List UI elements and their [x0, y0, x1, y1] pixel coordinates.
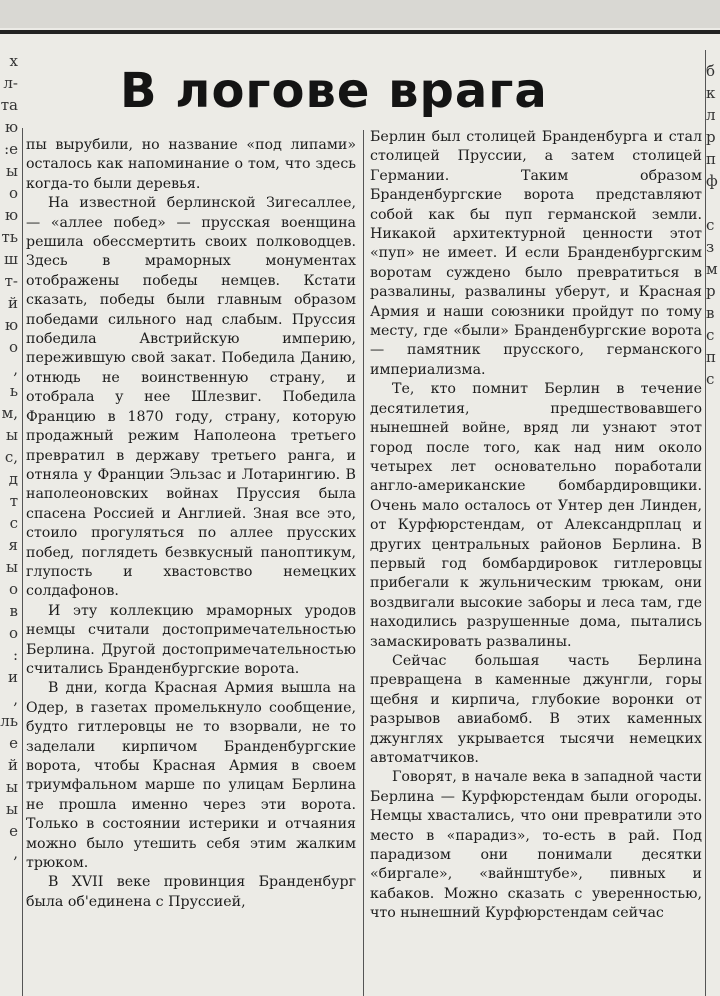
column-divider-right: [705, 50, 706, 996]
top-rule: [0, 30, 720, 34]
paragraph: пы вырубили, но название «под липами» осталось как напоминание о том, что здесь когда-то были деревья.: [26, 137, 356, 192]
paragraph: На известной берлинской Зигесаллее, — «аллее побед» — прусская военщина решила обессмертить своих полководцев. Здесь в мраморных монументах отображены победы немцев. Кстати сказать, победы были главным образом победами сильного над слабым. Пруссия победила Австрийскую империю, пережившую свой закат. Победила Данию, отнюдь не воинственную страну, и отобрала у нее Шлезвиг. Победила Францию в 1870 году, страну, которую продажный режим Наполеона третьего превратил в державу третьего ранга, и отняла у Франции Эльзас и Лотарингию. В наполеоновских войнах Пруссия была спасена Россией и Англией. Зная все это, стоило прогуляться по аллее прусских побед, поглядеть безвкусный паноптикум, глупость и хвастовство немецких солдафонов.: [26, 195, 356, 600]
paragraph: И эту коллекцию мраморных уродов немцы считали достопримечательностью Берлина. Другой достопримечательностью считались Бранденбургские ворота.: [26, 602, 356, 677]
article-headline: В логове врага: [120, 63, 548, 119]
article-column-left: [26, 136, 356, 912]
article-column-right: [370, 128, 702, 924]
paragraph: Говорят, в начале века в западной части Берлина — Курфюрстендам были огороды. Немцы хвастались, что они превратили это место в «парадиз», то-есть в рай. Под парадизом они понимали десятки «биргале», «вайнштубе», пивных и кабаков. Можно сказать с уверенностью, что нынешний Курфюрстендам сейчас: [370, 769, 702, 922]
paragraph: В дни, когда Красная Армия вышла на Одер, в газетах промелькнуло сообщение, будто гитлеровцы не то взорвали, не то заделали кирпичом Бранденбургские ворота, чтобы Красная Армия в своем триумфальном марше по улицам Берлина не прошла именно через эти ворота. Только в состоянии истерики и отчаяния можно было утешить себя этим жалким трюком.: [26, 680, 356, 872]
column-divider-left: [22, 128, 23, 996]
paragraph: Сейчас большая часть Берлина превращена в каменные джунгли, горы щебня и кирпича, глубокие воронки от разрывов авиабомб. В этих каменных джунглях укрывается тысячи немецких автоматчиков.: [370, 652, 702, 766]
paragraph: Те, кто помнит Берлин в течение десятилетия, предшествовавшего нынешней войне, вряд ли узнают этот город после того, как над ним около четырех лет основательно поработали англо-американские бомбардировщики. Очень мало осталось от Унтер ден Линден, от Курфюрстендам, от Александрплац и других центральных районов Берлина. В первый год бомбардировок гитлеровцы прибегали к жульническим трюкам, они воздвигали высокие заборы и леса там, где находились разрушенные дома, пытались замаскировать развалины.: [370, 381, 702, 650]
paragraph: Берлин был столицей Бранденбурга и стал столицей Пруссии, а затем столицей Германии. Таким образом Бранденбургские ворота представляют собой как бы пуп германской земли. Никакой архитектурной ценности этот «пуп» не имеет. И если Бранденбургским воротам суждено было превратиться в развалины, развалины уберут, и Красная Армия и наши союзники пройдут по тому месту, где «были» Бранденбургские ворота — памятник прусского, германского империализма.: [370, 129, 702, 378]
paragraph: В XVII веке провинция Бранденбург была об'единена с Пруссией,: [26, 874, 356, 910]
right-gutter-fragments: б к л р п ф с з м р в с п с: [706, 62, 718, 388]
left-gutter-fragments: х л- та ю :е ы о ю ть ш т- й ю о , ь м, ы с, д т с я ы о в о : и , ль е й ы ы е ,: [0, 52, 18, 862]
column-divider-center: [363, 130, 364, 996]
top-strip: [0, 0, 720, 28]
